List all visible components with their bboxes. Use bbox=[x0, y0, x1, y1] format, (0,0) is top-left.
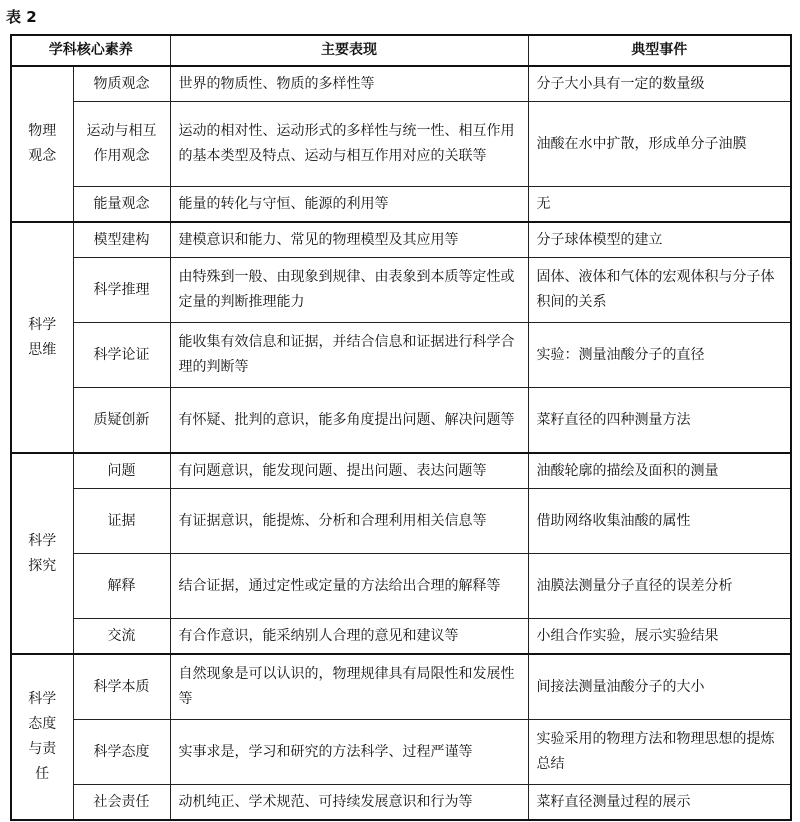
table-caption: 表 2 bbox=[6, 8, 37, 26]
main-performance-cell: 由特殊到一般、由现象到规律、由表象到本质等定性或定量的判断推理能力 bbox=[170, 258, 528, 323]
table-row bbox=[11, 619, 791, 655]
sub-literacy-name: 模型建构 bbox=[93, 231, 150, 248]
main-performance-cell: 世界的物质性、物质的多样性等 bbox=[170, 66, 528, 102]
sub-literacy-name: 运动与相互作用观念 bbox=[86, 123, 157, 164]
sub-literacy-cell bbox=[73, 489, 170, 554]
table-row bbox=[11, 258, 791, 323]
table-row bbox=[11, 222, 791, 258]
sub-literacy-cell bbox=[73, 222, 170, 258]
typical-event-cell: 菜籽直径的四种测量方法 bbox=[528, 388, 791, 454]
header-main-performance: 主要表现 bbox=[170, 35, 528, 66]
sub-literacy-name: 交流 bbox=[107, 627, 136, 644]
sub-literacy-name: 解释 bbox=[107, 577, 136, 594]
main-performance-cell: 有怀疑、批判的意识，能多角度提出问题、解决问题等 bbox=[170, 388, 528, 454]
typical-event-cell: 借助网络收集油酸的属性 bbox=[528, 489, 791, 554]
typical-event-cell: 小组合作实验，展示实验结果 bbox=[528, 619, 791, 655]
main-performance-cell: 动机纯正、学术规范、可持续发展意识和行为等 bbox=[170, 785, 528, 821]
table-row bbox=[11, 489, 791, 554]
table-row bbox=[11, 654, 791, 720]
typical-event-cell: 菜籽直径测量过程的展示 bbox=[528, 785, 791, 821]
sub-literacy-cell bbox=[73, 785, 170, 821]
typical-event-cell: 油酸在水中扩散，形成单分子油膜 bbox=[528, 102, 791, 187]
sub-literacy-name: 证据 bbox=[107, 512, 136, 529]
group-name: 物理观念 bbox=[28, 123, 57, 164]
main-performance-cell: 结合证据，通过定性或定量的方法给出合理的解释等 bbox=[170, 554, 528, 619]
sub-literacy-cell bbox=[73, 102, 170, 187]
typical-event-cell: 实验：测量油酸分子的直径 bbox=[528, 323, 791, 388]
sub-literacy-name: 社会责任 bbox=[93, 793, 150, 810]
group-cell bbox=[11, 222, 73, 453]
main-performance-cell: 实事求是，学习和研究的方法科学、过程严谨等 bbox=[170, 720, 528, 785]
core-literacy-table bbox=[10, 34, 792, 821]
main-performance-cell: 能量的转化与守恒、能源的利用等 bbox=[170, 187, 528, 223]
table-row bbox=[11, 187, 791, 223]
main-performance-cell: 建模意识和能力、常见的物理模型及其应用等 bbox=[170, 222, 528, 258]
group-name: 科学态度与责任 bbox=[28, 691, 57, 782]
sub-literacy-cell bbox=[73, 258, 170, 323]
typical-event-cell: 间接法测量油酸分子的大小 bbox=[528, 654, 791, 720]
typical-event-cell: 无 bbox=[528, 187, 791, 223]
main-performance-cell: 有合作意识，能采纳别人合理的意见和建议等 bbox=[170, 619, 528, 655]
sub-literacy-cell bbox=[73, 453, 170, 489]
sub-literacy-name: 科学推理 bbox=[93, 281, 150, 298]
sub-literacy-cell bbox=[73, 619, 170, 655]
group-cell bbox=[11, 66, 73, 222]
sub-literacy-cell bbox=[73, 66, 170, 102]
table-row bbox=[11, 388, 791, 454]
sub-literacy-name: 科学态度 bbox=[93, 743, 150, 760]
sub-literacy-name: 科学论证 bbox=[93, 346, 150, 363]
sub-literacy-name: 问题 bbox=[107, 462, 136, 479]
typical-event-cell: 油膜法测量分子直径的误差分析 bbox=[528, 554, 791, 619]
sub-literacy-cell bbox=[73, 654, 170, 720]
header-typical-event: 典型事件 bbox=[528, 35, 791, 66]
table-row bbox=[11, 785, 791, 821]
main-performance-cell: 运动的相对性、运动形式的多样性与统一性、相互作用的基本类型及特点、运动与相互作用对应的关联等 bbox=[170, 102, 528, 187]
sub-literacy-cell bbox=[73, 554, 170, 619]
group-name: 科学思维 bbox=[28, 316, 57, 358]
group-cell bbox=[11, 453, 73, 654]
sub-literacy-name: 质疑创新 bbox=[93, 411, 150, 428]
sub-literacy-cell bbox=[73, 187, 170, 223]
typical-event-cell: 实验采用的物理方法和物理思想的提炼总结 bbox=[528, 720, 791, 785]
main-performance-cell: 能收集有效信息和证据，并结合信息和证据进行科学合理的判断等 bbox=[170, 323, 528, 388]
sub-literacy-name: 能量观念 bbox=[93, 195, 150, 212]
sub-literacy-cell bbox=[73, 323, 170, 388]
table-row bbox=[11, 453, 791, 489]
typical-event-cell: 分子球体模型的建立 bbox=[528, 222, 791, 258]
typical-event-cell: 油酸轮廓的描绘及面积的测量 bbox=[528, 453, 791, 489]
typical-event-cell: 固体、液体和气体的宏观体积与分子体积间的关系 bbox=[528, 258, 791, 323]
table-row bbox=[11, 66, 791, 102]
sub-literacy-name: 科学本质 bbox=[93, 678, 150, 695]
table-row bbox=[11, 323, 791, 388]
header-row bbox=[11, 35, 791, 66]
sub-literacy-cell bbox=[73, 720, 170, 785]
main-performance-cell: 有问题意识，能发现问题、提出问题、表达问题等 bbox=[170, 453, 528, 489]
table-row bbox=[11, 554, 791, 619]
table-row bbox=[11, 102, 791, 187]
sub-literacy-name: 物质观念 bbox=[93, 75, 150, 92]
main-performance-cell: 自然现象是可以认识的，物理规律具有局限性和发展性等 bbox=[170, 654, 528, 720]
table-row bbox=[11, 720, 791, 785]
group-cell bbox=[11, 654, 73, 820]
header-core-literacy: 学科核心素养 bbox=[11, 35, 170, 66]
main-performance-cell: 有证据意识，能提炼、分析和合理利用相关信息等 bbox=[170, 489, 528, 554]
group-name: 科学探究 bbox=[28, 532, 57, 574]
typical-event-cell: 分子大小具有一定的数量级 bbox=[528, 66, 791, 102]
sub-literacy-cell bbox=[73, 388, 170, 454]
